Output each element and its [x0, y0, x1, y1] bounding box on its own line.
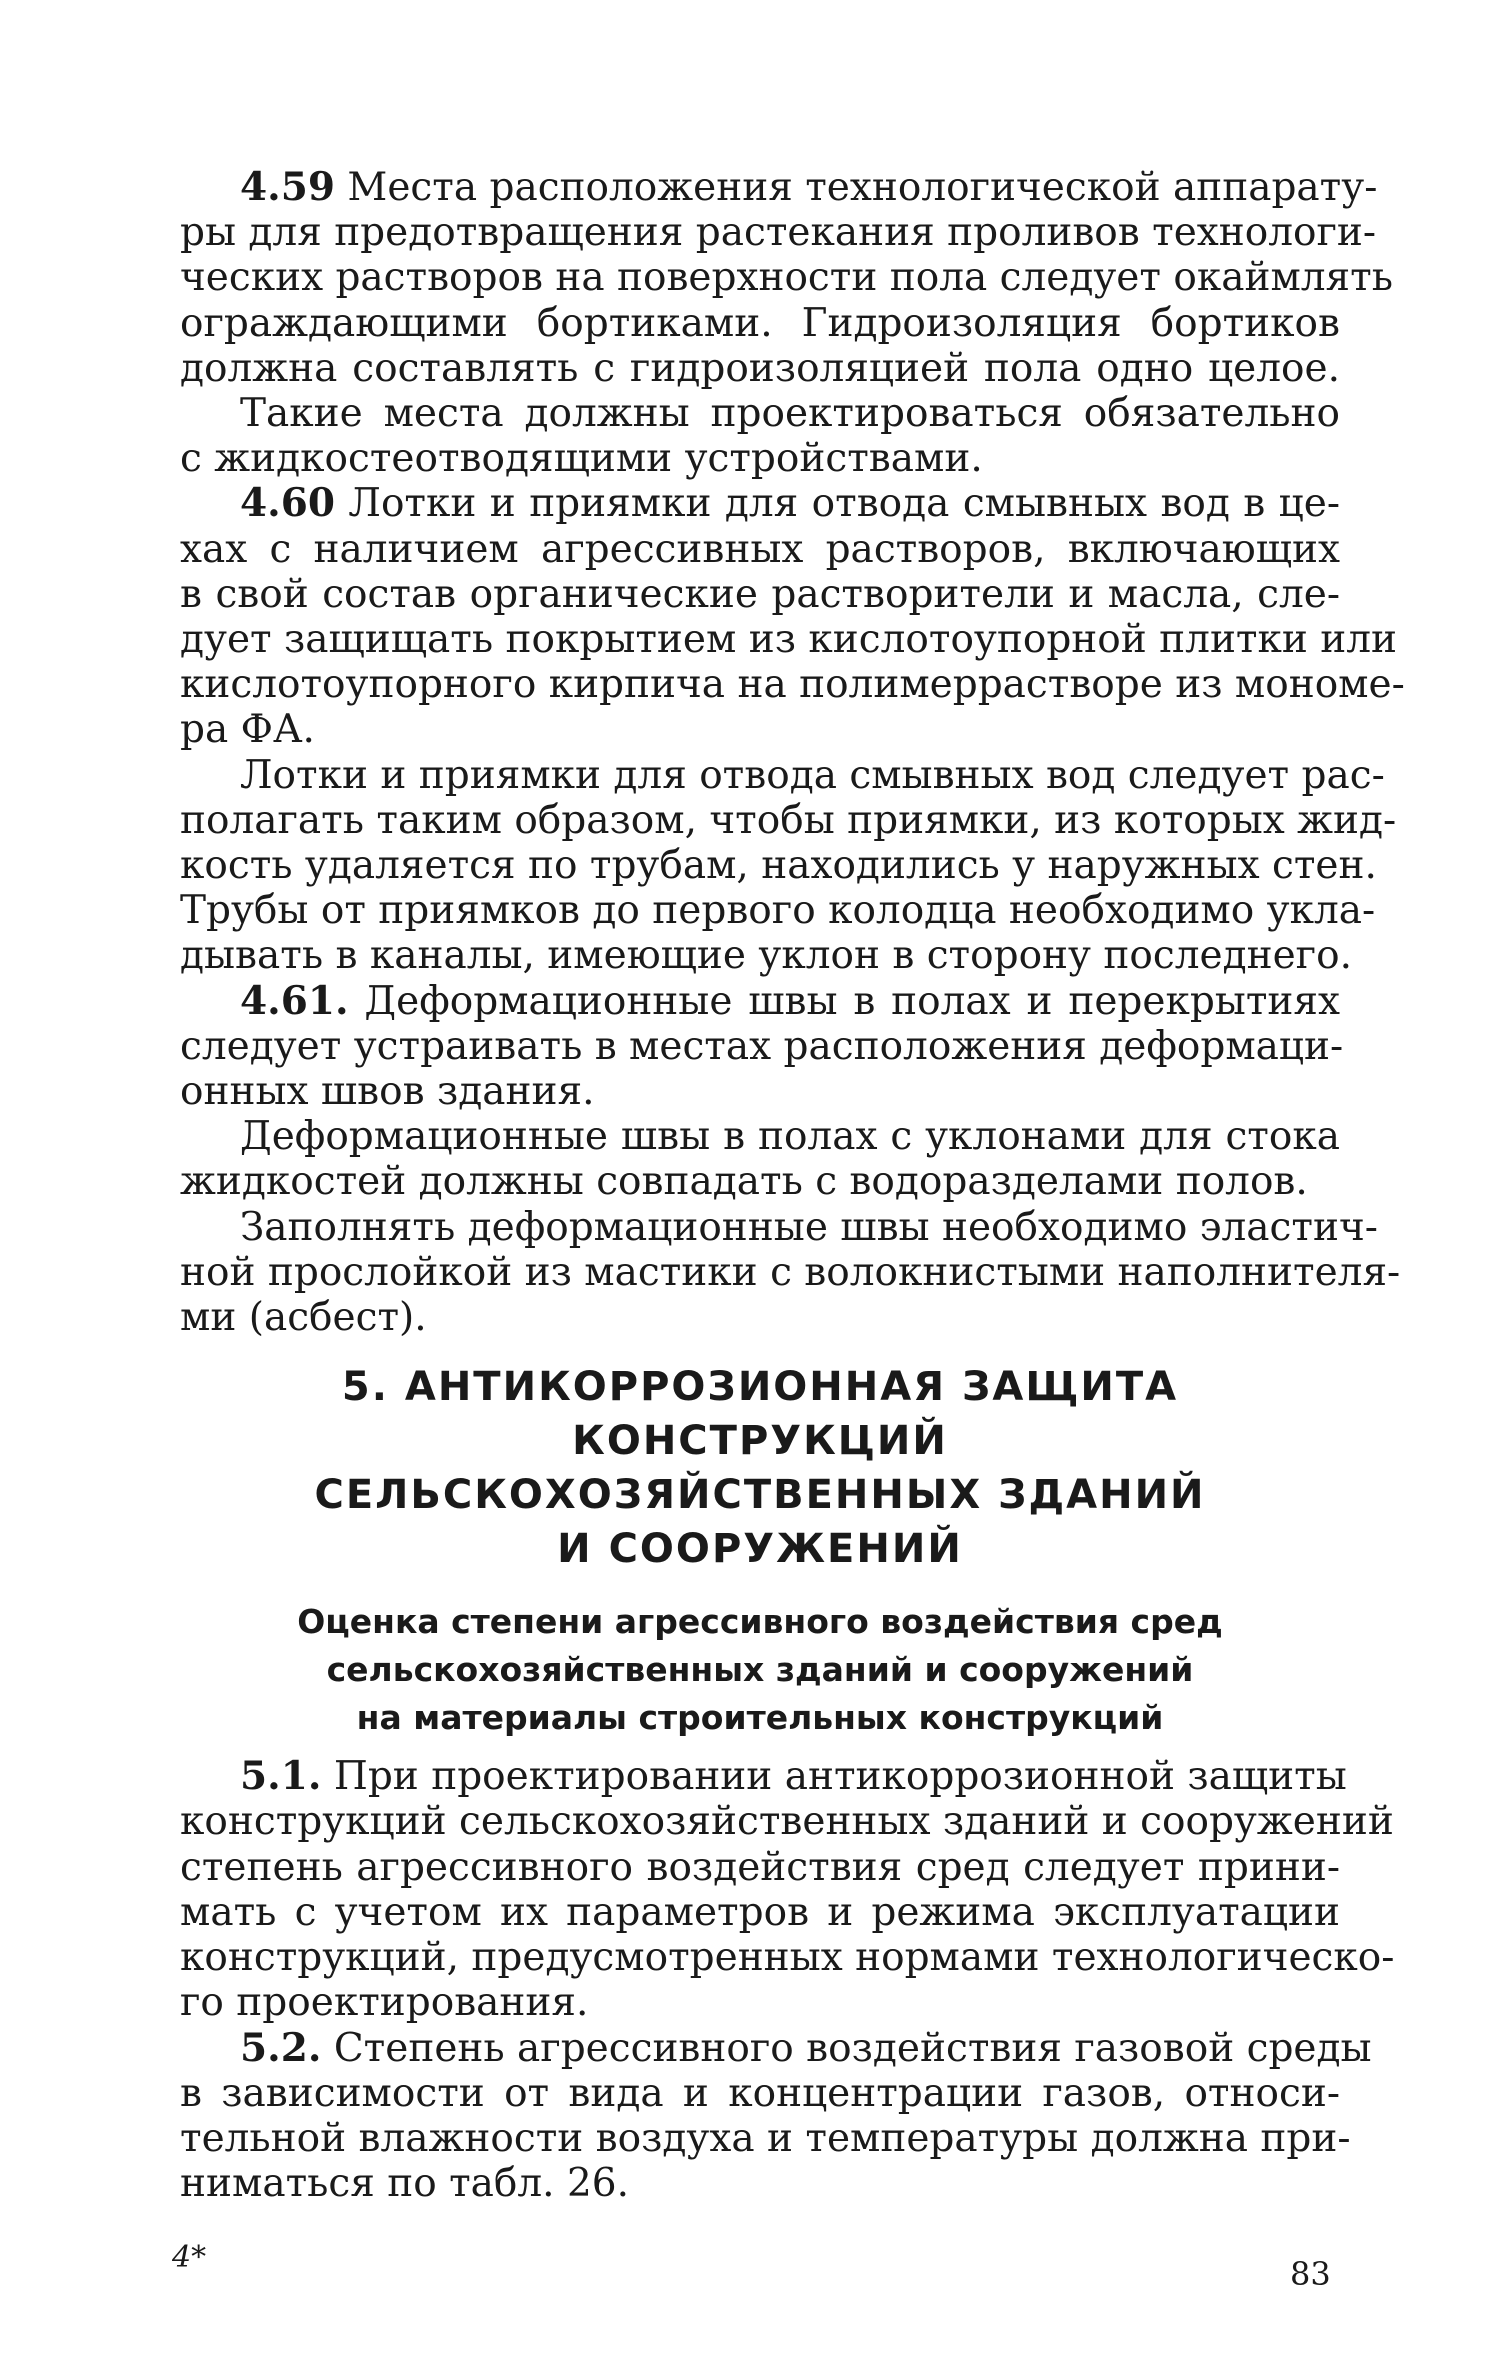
text-line: конструкций сельскохозяйственных зданий и сооружений [180, 1799, 1394, 1845]
text-line: с жидкостеотводящими устройствами. [180, 436, 983, 482]
section-title-line: СЕЛЬСКОХОЗЯЙСТВЕННЫХ ЗДАНИЙ [314, 1472, 1206, 1519]
paragraph-4-61-cont [180, 1114, 1340, 1204]
text-line: ра ФА. [180, 707, 315, 753]
text-line: ры для предотвращения растекания проливов технологи- [180, 210, 1377, 256]
text-line: ограждающими бортиками. Гидроизоляция бортиков [180, 300, 1340, 346]
paragraph-4-60 [180, 480, 1405, 753]
paragraph-4-59 [180, 164, 1393, 391]
text-line: в свой состав органические растворители и масла, сле- [180, 571, 1340, 617]
text-line: должна составлять с гидроизоляцией пола одно целое. [180, 345, 1340, 391]
subsection-title-line: на материалы строительных конструкций [356, 1698, 1164, 1738]
text-line: Лотки и приямки для отвода смывных вод следует рас- [240, 752, 1385, 798]
paragraph-4-59-cont [180, 391, 1340, 481]
text-line: степень агрессивного воздействия сред следует прини- [180, 1844, 1340, 1890]
section-title-line: 5. АНТИКОРРОЗИОННАЯ ЗАЩИТА КОНСТРУКЦИЙ [341, 1364, 1179, 1465]
text-line: ниматься по табл. 26. [180, 2161, 629, 2207]
clause-number: 5.1. [240, 1753, 322, 1800]
paragraph-5-1 [180, 1753, 1395, 2026]
paragraph-4-61 [180, 977, 1344, 1115]
text-line: конструкций, предусмотренных нормами технологическо- [180, 1935, 1395, 1981]
clause-number: 4.60 [240, 480, 335, 527]
text-line: го проектирования. [180, 1980, 589, 2026]
subsection-title-line: сельскохозяйственных зданий и сооружений [326, 1650, 1194, 1690]
subsection-title [180, 1598, 1340, 1742]
text-line: тельной влажности воздуха и температуры должна при- [180, 2115, 1351, 2161]
subsection-title-line: Оценка степени агрессивного воздействия сред [297, 1602, 1223, 1642]
text-line: онных швов здания. [180, 1069, 595, 1115]
clause-number: 4.61. [240, 977, 349, 1024]
text-line: 4.60 Лотки и приямки для отвода смывных вод в це- [240, 480, 1340, 527]
text-line: ми (асбест). [180, 1295, 427, 1341]
section-title-line: И СООРУЖЕНИЙ [557, 1526, 963, 1573]
page-body [180, 164, 1405, 2207]
signature-mark: 4* [172, 2240, 207, 2275]
paragraph-4-60-cont [180, 752, 1397, 979]
text-line: Заполнять деформационные швы необходимо эластич- [240, 1204, 1378, 1250]
text-line: мать с учетом их параметров и режима эксплуатации [180, 1889, 1340, 1935]
text-line: 4.61. Деформационные швы в полах и перекрытиях [240, 977, 1340, 1024]
text-line: дует защищать покрытием из кислотоупорной плитки или [180, 617, 1398, 663]
text-line: 5.2. Степень агрессивного воздействия газовой среды [240, 2024, 1372, 2071]
text-line: следует устраивать в местах расположения деформаци- [180, 1023, 1344, 1069]
paragraph-5-2 [180, 2024, 1372, 2207]
section-title [180, 1360, 1340, 1576]
text-line: 4.59 Места расположения технологической аппарату- [240, 164, 1378, 210]
text-line: кость удаляется по трубам, находились у наружных стен. [180, 843, 1377, 889]
paragraph-4-61-cont2 [180, 1204, 1401, 1341]
text-line: ной прослойкой из мастики с волокнистыми наполнителя- [180, 1249, 1401, 1295]
text-line: 5.1. При проектировании антикоррозионной защиты [240, 1753, 1347, 1800]
text-line: Трубы от приямков до первого колодца необходимо укла- [180, 888, 1376, 934]
text-line: кислотоупорного кирпича на полимеррастворе из мономе- [180, 662, 1405, 708]
text-line: дывать в каналы, имеющие уклон в сторону последнего. [180, 933, 1352, 979]
text-line: Деформационные швы в полах с уклонами для стока [240, 1114, 1340, 1160]
text-line: в зависимости от вида и концентрации газов, относи- [180, 2070, 1340, 2116]
text-line: Такие места должны проектироваться обязательно [240, 391, 1340, 437]
page-number: 83 [1290, 2255, 1331, 2293]
clause-number: 5.2. [240, 2024, 322, 2071]
text-line: жидкостей должны совпадать с водоразделами полов. [180, 1159, 1308, 1205]
clause-number: 4.59 [240, 164, 335, 210]
text-line: хах с наличием агрессивных растворов, включающих [180, 526, 1340, 572]
text-line: ческих растворов на поверхности пола следует окаймлять [180, 255, 1393, 301]
text-line: полагать таким образом, чтобы приямки, из которых жид- [180, 797, 1397, 843]
